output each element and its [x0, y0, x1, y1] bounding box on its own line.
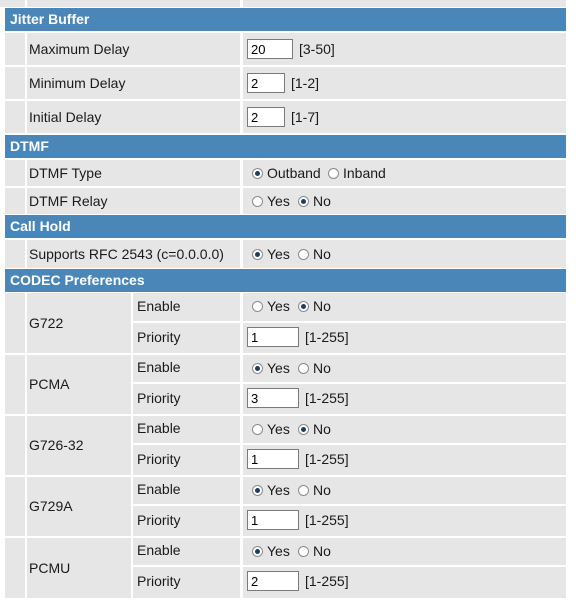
pcmu-enable-no-radio[interactable] — [298, 546, 309, 557]
g726-enable-no-radio[interactable] — [298, 424, 309, 435]
enable-value-cell — [243, 477, 566, 504]
section-header-dtmf — [5, 135, 566, 158]
row-indent — [5, 416, 25, 475]
priority-value-cell — [243, 384, 566, 414]
radio-label: Yes — [267, 193, 290, 209]
priority-label-cell — [133, 506, 240, 536]
enable-label: Enable — [137, 542, 181, 558]
pcmu-priority-input[interactable] — [247, 571, 299, 591]
label-cell — [27, 160, 240, 186]
codec-name-cell — [27, 538, 131, 598]
radio-label: Outband — [267, 165, 321, 181]
codec-group-g726-32 — [5, 416, 566, 475]
row-indent — [5, 538, 25, 598]
enable-value-cell — [243, 416, 566, 443]
setting-row-maximum-delay — [5, 33, 566, 65]
section-title: Jitter Buffer — [10, 11, 90, 27]
codec-name: G722 — [29, 315, 64, 331]
radio-label: Yes — [267, 360, 290, 376]
setting-row-dtmf-type — [5, 160, 566, 186]
g729a-enable-no-radio[interactable] — [298, 485, 309, 496]
priority-value-cell — [243, 323, 566, 353]
codec-name-cell — [27, 355, 131, 414]
priority-label: Priority — [137, 451, 181, 467]
value-cell — [243, 101, 566, 133]
priority-value-cell — [243, 567, 566, 598]
setting-label: DTMF Type — [29, 165, 102, 181]
rfc2543-no-radio[interactable] — [298, 249, 309, 260]
setting-row-minimum-delay — [5, 67, 566, 99]
radio-label: No — [313, 482, 331, 498]
enable-label: Enable — [137, 359, 181, 375]
section-header-call-hold — [5, 215, 566, 238]
priority-value-cell — [243, 506, 566, 536]
priority-label-cell — [133, 567, 240, 598]
codec-group-g722 — [5, 293, 566, 353]
range-hint: [1-255] — [305, 390, 349, 406]
enable-label: Enable — [137, 481, 181, 497]
radio-label: No — [313, 193, 331, 209]
setting-label: Initial Delay — [29, 109, 102, 125]
enable-label-cell — [133, 293, 240, 321]
inband-radio[interactable] — [328, 168, 339, 179]
outband-radio[interactable] — [252, 168, 263, 179]
enable-label: Enable — [137, 298, 181, 314]
row-indent — [5, 160, 25, 186]
priority-label: Priority — [137, 329, 181, 345]
top-strip-left — [0, 0, 25, 7]
radio-label: Yes — [267, 246, 290, 262]
radio-label: Yes — [267, 482, 290, 498]
top-strip-label — [27, 0, 240, 7]
radio-label: Yes — [267, 421, 290, 437]
enable-value-cell — [243, 293, 566, 321]
minimum-delay-input[interactable] — [247, 73, 285, 93]
codec-group-pcma — [5, 355, 566, 414]
radio-label: Inband — [343, 165, 386, 181]
g726-enable-yes-radio[interactable] — [252, 424, 263, 435]
value-cell — [243, 160, 566, 186]
codec-name-cell — [27, 416, 131, 475]
label-cell — [27, 240, 240, 268]
radio-label: No — [313, 421, 331, 437]
codec-name: G726-32 — [29, 437, 84, 453]
g722-enable-no-radio[interactable] — [298, 301, 309, 312]
priority-label-cell — [133, 323, 240, 353]
section-header-codec-preferences — [5, 269, 566, 292]
g722-priority-input[interactable] — [247, 327, 299, 347]
g722-enable-yes-radio[interactable] — [252, 301, 263, 312]
enable-label-cell — [133, 416, 240, 443]
priority-label: Priority — [137, 512, 181, 528]
setting-label: Minimum Delay — [29, 75, 126, 91]
setting-row-rfc2543 — [5, 240, 566, 268]
priority-label-cell — [133, 384, 240, 414]
label-cell — [27, 101, 240, 133]
radio-label: No — [313, 298, 331, 314]
pcma-priority-input[interactable] — [247, 388, 299, 408]
enable-label-cell — [133, 477, 240, 504]
radio-label: Yes — [267, 298, 290, 314]
codec-name-cell — [27, 477, 131, 536]
top-strip-value — [243, 0, 566, 7]
label-cell — [27, 33, 240, 65]
g729a-enable-yes-radio[interactable] — [252, 485, 263, 496]
setting-label: DTMF Relay — [29, 193, 108, 209]
radio-label: No — [313, 543, 331, 559]
range-hint: [1-2] — [291, 75, 320, 91]
priority-label: Priority — [137, 390, 181, 406]
enable-value-cell — [243, 538, 566, 565]
row-indent — [5, 355, 25, 414]
top-strip — [0, 0, 576, 7]
priority-label-cell — [133, 445, 240, 475]
range-hint: [3-50] — [299, 41, 335, 57]
setting-label: Maximum Delay — [29, 41, 130, 57]
range-hint: [1-255] — [305, 573, 349, 589]
radio-label: No — [313, 246, 331, 262]
pcma-enable-no-radio[interactable] — [298, 363, 309, 374]
row-indent — [5, 101, 25, 133]
enable-label-cell — [133, 538, 240, 565]
value-cell — [243, 188, 566, 214]
radio-label: No — [313, 360, 331, 376]
value-cell — [243, 240, 566, 268]
codec-name: G729A — [29, 498, 73, 514]
maximum-delay-input[interactable] — [247, 39, 293, 59]
row-indent — [5, 188, 25, 214]
setting-row-dtmf-relay — [5, 188, 566, 214]
pcmu-enable-yes-radio[interactable] — [252, 546, 263, 557]
pcma-enable-yes-radio[interactable] — [252, 363, 263, 374]
row-indent — [5, 33, 25, 65]
range-hint: [1-255] — [305, 512, 349, 528]
priority-value-cell — [243, 445, 566, 475]
codec-name-cell — [27, 293, 131, 353]
range-hint: [1-255] — [305, 451, 349, 467]
enable-label: Enable — [137, 420, 181, 436]
value-cell — [243, 33, 566, 65]
label-cell — [27, 188, 240, 214]
row-indent — [5, 67, 25, 99]
enable-label-cell — [133, 355, 240, 382]
label-cell — [27, 67, 240, 99]
section-header-jitter-buffer — [5, 8, 566, 31]
setting-row-initial-delay — [5, 101, 566, 133]
range-hint: [1-7] — [291, 109, 320, 125]
range-hint: [1-255] — [305, 329, 349, 345]
row-indent — [5, 293, 25, 353]
codec-group-pcmu — [5, 538, 566, 598]
codec-group-g729a — [5, 477, 566, 536]
codec-name: PCMU — [29, 560, 71, 576]
radio-label: Yes — [267, 543, 290, 559]
g729a-priority-input[interactable] — [247, 510, 299, 530]
section-title: Call Hold — [10, 218, 71, 234]
rfc2543-yes-radio[interactable] — [252, 249, 263, 260]
dtmf-relay-no-radio[interactable] — [298, 196, 309, 207]
enable-value-cell — [243, 355, 566, 382]
section-title: CODEC Preferences — [10, 272, 145, 288]
g726-priority-input[interactable] — [247, 449, 299, 469]
setting-label: Supports RFC 2543 (c=0.0.0.0) — [29, 246, 224, 262]
priority-label: Priority — [137, 573, 181, 589]
initial-delay-input[interactable] — [247, 107, 285, 127]
row-indent — [5, 240, 25, 268]
dtmf-relay-yes-radio[interactable] — [252, 196, 263, 207]
value-cell — [243, 67, 566, 99]
row-indent — [5, 477, 25, 536]
section-title: DTMF — [10, 138, 49, 154]
codec-name: PCMA — [29, 376, 70, 392]
